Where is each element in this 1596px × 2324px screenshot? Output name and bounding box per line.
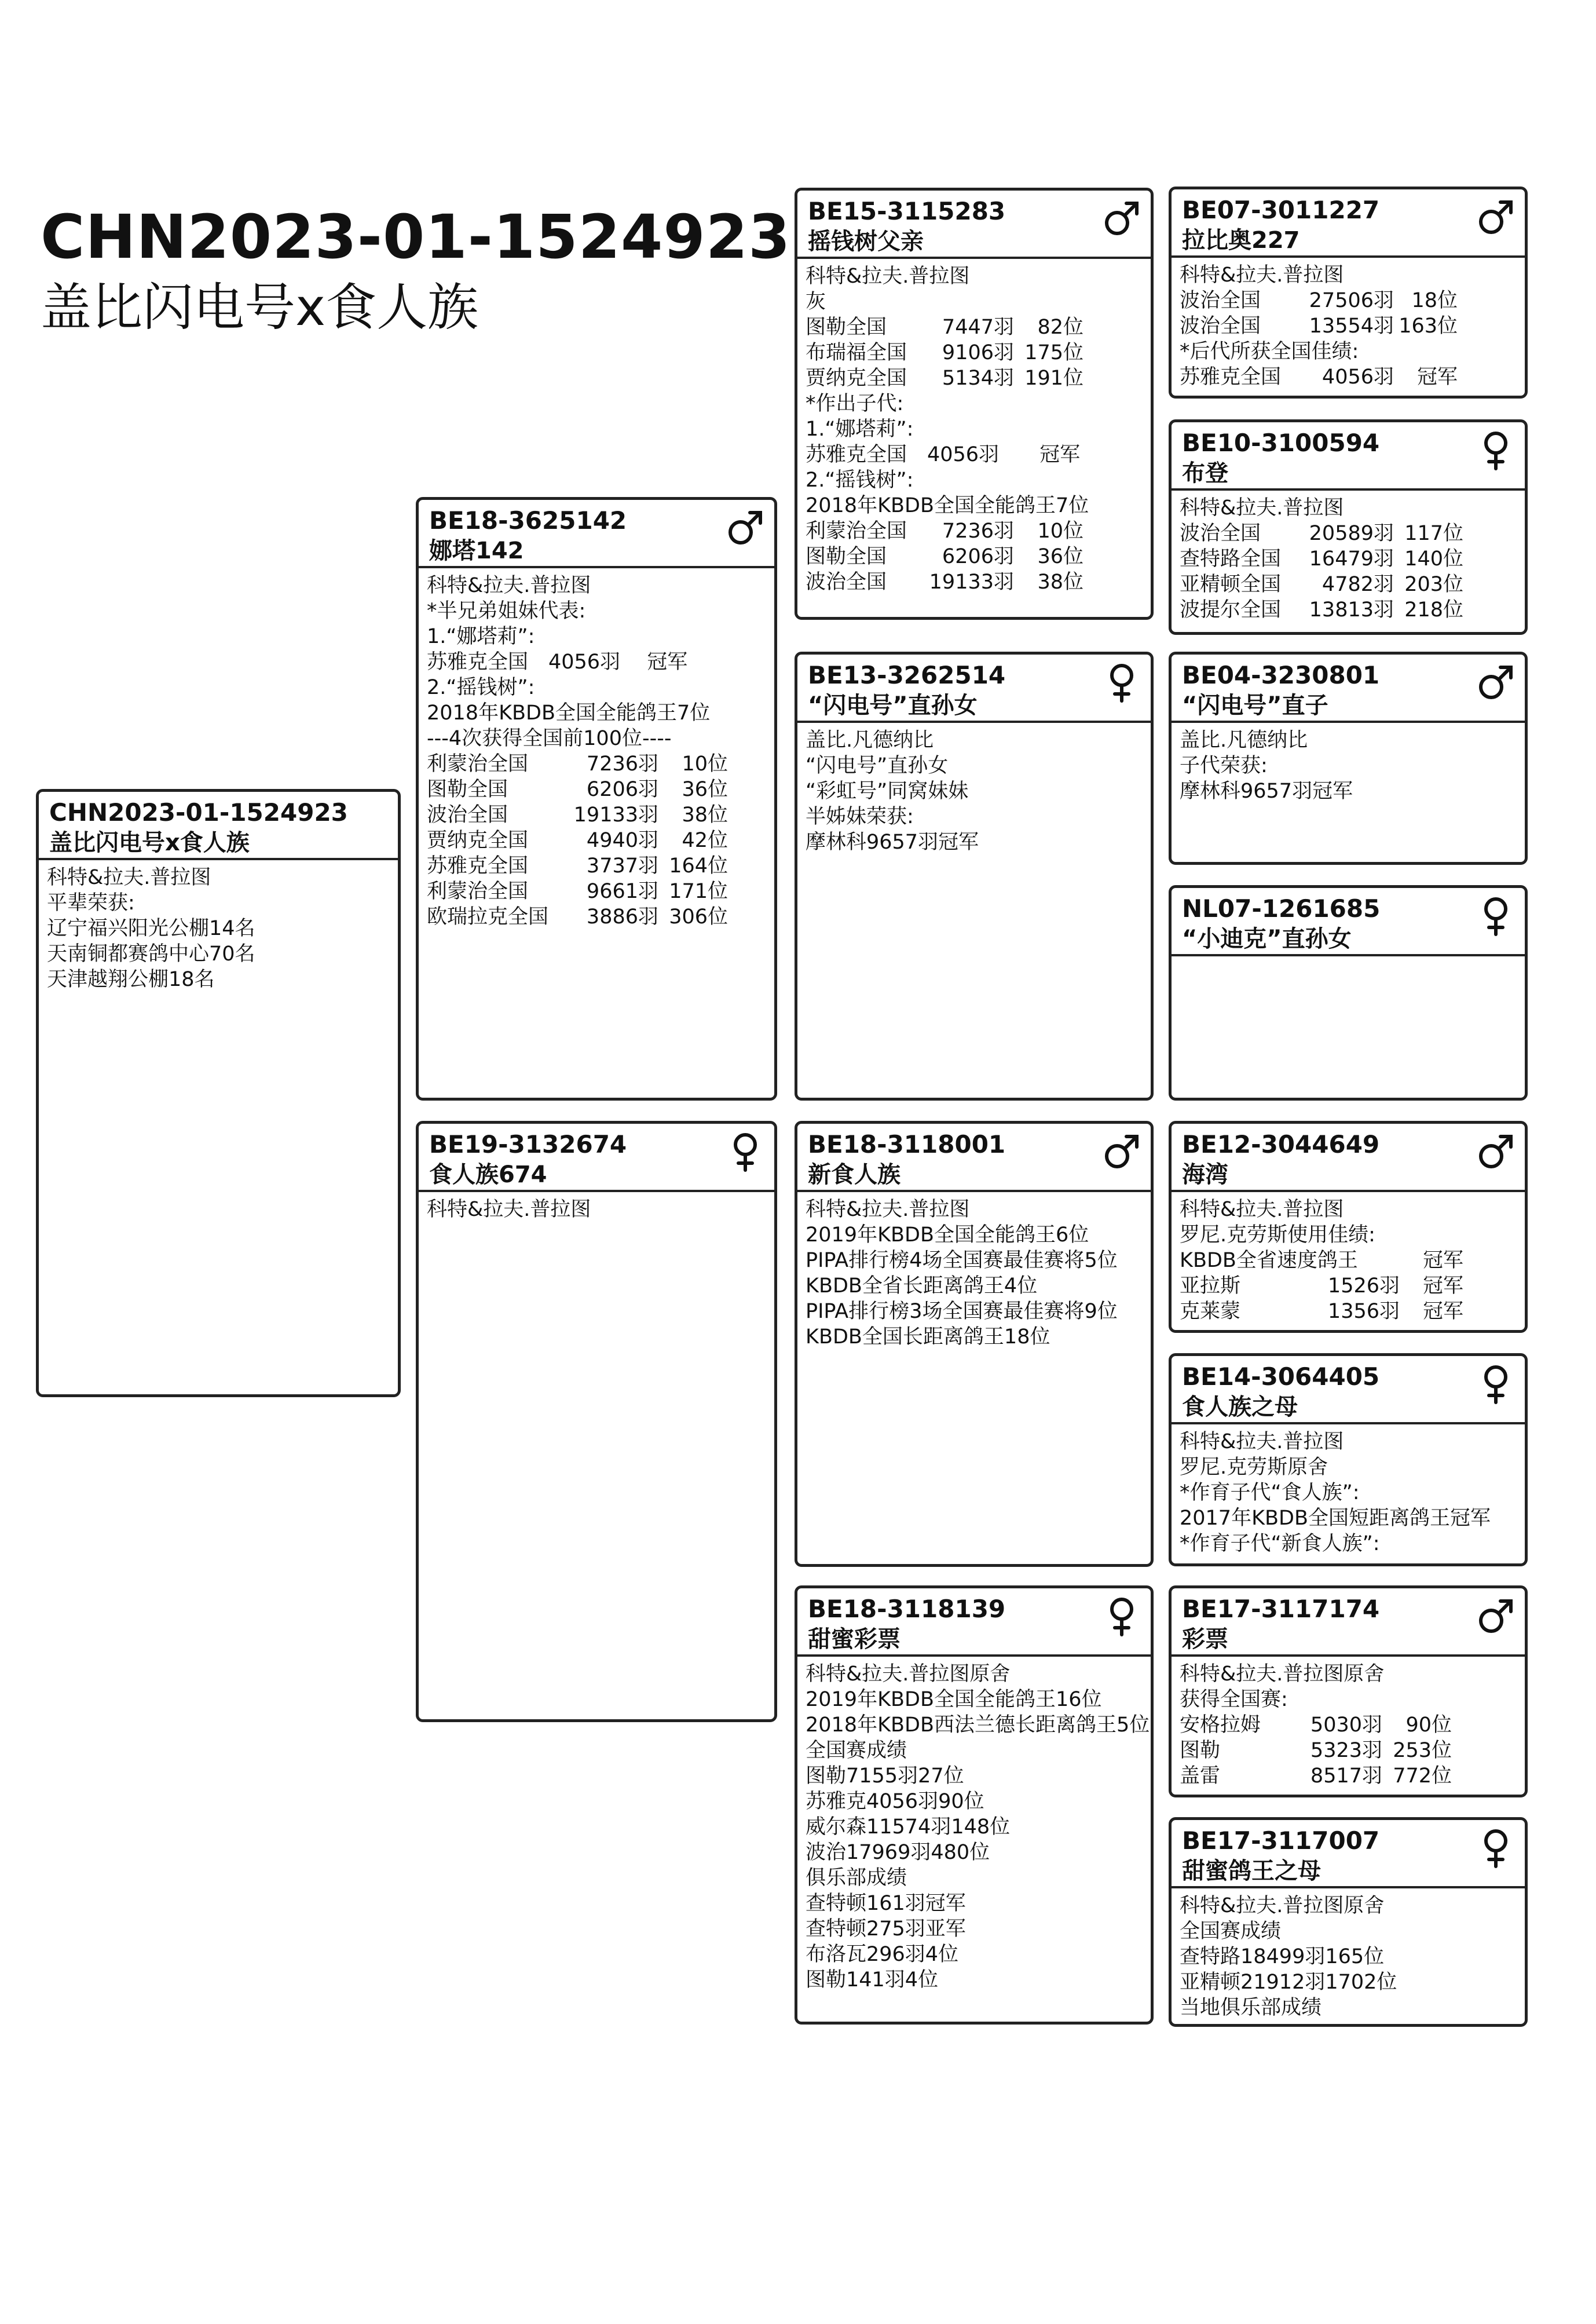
info-line: 天津越翔公棚18名 xyxy=(47,968,215,991)
card-sire-dam-sire xyxy=(1169,652,1528,865)
info-line: “闪电号”直孙女 xyxy=(806,754,949,777)
card-body xyxy=(797,259,1151,595)
card-body xyxy=(419,1192,774,1222)
result-row xyxy=(1180,597,1518,623)
ring-number: BE19-3132674 xyxy=(429,1130,627,1159)
bird-name: 食人族674 xyxy=(429,1161,547,1188)
card-dam-dam xyxy=(795,1585,1154,2025)
bird-name: 彩票 xyxy=(1182,1626,1228,1653)
bird-name: “闪电号”直孙女 xyxy=(808,692,978,719)
result-race: 盖雷 xyxy=(1180,1764,1221,1788)
card-body xyxy=(1172,1888,1525,2020)
ring-number: BE17-3117007 xyxy=(1182,1826,1380,1855)
female-icon xyxy=(1475,429,1517,471)
result-row xyxy=(1180,572,1518,597)
result-place: 203位 xyxy=(1404,573,1463,596)
card-sire xyxy=(416,497,777,1101)
male-icon xyxy=(1475,1595,1517,1637)
result-place: 36位 xyxy=(1037,545,1083,568)
result-row xyxy=(806,569,1144,595)
result-race: 波治全国 xyxy=(806,571,887,594)
card-body xyxy=(419,568,774,930)
card-body xyxy=(39,860,398,992)
pedigree-header xyxy=(41,204,790,337)
result-birds: 13813羽 xyxy=(1309,598,1394,622)
info-line: ---4次获得全国前100位---- xyxy=(427,727,672,750)
result-race: 波治全国 xyxy=(1180,289,1261,312)
info-line: 科特&拉夫.普拉图 xyxy=(1180,1430,1344,1453)
info-line: 当地俱乐部成绩 xyxy=(1180,1996,1322,2019)
result-race: 图勒 xyxy=(1180,1739,1221,1762)
pedigree-title: 盖比闪电号x食人族 xyxy=(41,277,479,338)
card-body xyxy=(797,1657,1151,1993)
info-line: 科特&拉夫.普拉图 xyxy=(1180,496,1344,520)
ring-number: NL07-1261685 xyxy=(1182,894,1381,923)
result-row xyxy=(1180,288,1518,313)
result-place: 冠军 xyxy=(1422,1300,1463,1323)
bird-name: 拉比奥227 xyxy=(1182,227,1300,254)
info-line: *作出子代: xyxy=(806,392,904,415)
card-dam-sire xyxy=(795,1121,1154,1567)
male-icon xyxy=(1101,198,1143,239)
info-line: *作育子代“食人族”: xyxy=(1180,1481,1360,1504)
result-place: 38位 xyxy=(682,803,728,827)
result-race: 波治全国 xyxy=(1180,522,1261,545)
ring-number: BE17-3117174 xyxy=(1182,1595,1380,1623)
result-row xyxy=(427,828,767,853)
info-line: 2018年KBDB西法兰德长距离鸽王5位 xyxy=(806,1713,1150,1737)
result-birds: 4782羽 xyxy=(1322,573,1394,596)
result-place: 140位 xyxy=(1404,547,1463,571)
card-body xyxy=(797,1192,1151,1350)
info-line: *作育子代“新食人族”: xyxy=(1180,1532,1380,1555)
info-line: 摩林科9657羽冠军 xyxy=(1180,780,1353,803)
ring-number: BE18-3625142 xyxy=(429,506,627,535)
male-icon xyxy=(724,507,766,549)
info-line: 灰 xyxy=(806,290,826,313)
info-line: 科特&拉夫.普拉图 xyxy=(47,866,211,889)
bird-name: “小迪克”直孙女 xyxy=(1182,926,1352,952)
info-line: 科特&拉夫.普拉图 xyxy=(806,1198,970,1221)
info-line: *后代所获全国佳绩: xyxy=(1180,340,1359,363)
result-place: 10位 xyxy=(682,752,728,776)
card-header xyxy=(797,655,1151,723)
info-line: 查特顿275羽亚军 xyxy=(806,1917,966,1941)
result-race: 利蒙治全国 xyxy=(427,880,529,903)
result-race: 图勒全国 xyxy=(806,316,887,339)
result-birds: 9106羽 xyxy=(942,341,1014,364)
result-place: 772位 xyxy=(1393,1764,1452,1788)
female-icon xyxy=(1101,1595,1143,1637)
result-place: 306位 xyxy=(669,905,728,929)
info-line: 科特&拉夫.普拉图原舍 xyxy=(806,1662,1011,1686)
ring-number: BE07-3011227 xyxy=(1182,196,1380,224)
result-birds: 5134羽 xyxy=(942,367,1014,390)
card-header xyxy=(419,500,774,568)
female-icon xyxy=(1475,895,1517,937)
result-race: 贾纳克全国 xyxy=(806,367,907,390)
result-row xyxy=(427,777,767,802)
info-line: 2.“摇钱树”: xyxy=(427,676,535,699)
info-line: 天南铜都赛鸽中心70名 xyxy=(47,942,255,966)
result-race: 查特路全国 xyxy=(1180,547,1282,571)
ring-number: BE18-3118001 xyxy=(808,1130,1006,1159)
result-row xyxy=(1180,1738,1518,1763)
info-line: 2018年KBDB全国全能鸽王7位 xyxy=(427,701,711,725)
info-line: 科特&拉夫.普拉图原舍 xyxy=(1180,1662,1385,1686)
info-line: 获得全国赛: xyxy=(1180,1688,1288,1711)
info-line: 俱乐部成绩 xyxy=(806,1866,907,1890)
info-line: 子代荣获: xyxy=(1180,754,1268,777)
result-race: 亚精顿全国 xyxy=(1180,573,1282,596)
info-line: 科特&拉夫.普拉图 xyxy=(806,265,970,288)
card-subject xyxy=(36,789,401,1397)
info-line: 摩林科9657羽冠军 xyxy=(806,831,979,854)
result-birds: 16479羽 xyxy=(1309,547,1394,571)
result-place: 90位 xyxy=(1405,1713,1452,1737)
result-birds: 20589羽 xyxy=(1309,522,1394,545)
result-birds: 4940羽 xyxy=(586,829,658,852)
bird-name: 甜蜜鸽王之母 xyxy=(1182,1858,1321,1884)
result-place: 218位 xyxy=(1404,598,1463,622)
result-race: 苏雅克全国 xyxy=(1180,366,1282,389)
result-place: 36位 xyxy=(682,778,728,801)
result-row xyxy=(1180,1273,1518,1299)
info-line: 盖比.凡德纳比 xyxy=(806,729,934,752)
female-icon xyxy=(724,1131,766,1172)
result-row xyxy=(1180,1763,1518,1789)
result-row xyxy=(1180,546,1518,572)
result-place: 10位 xyxy=(1037,520,1083,543)
info-line: 半姊妹荣获: xyxy=(806,805,914,828)
result-place: 253位 xyxy=(1393,1739,1452,1762)
result-birds: 8517羽 xyxy=(1310,1764,1382,1788)
info-line: 辽宁福兴阳光公棚14名 xyxy=(47,917,255,940)
ring-number: BE14-3064405 xyxy=(1182,1362,1380,1391)
info-line: 查特路18499羽165位 xyxy=(1180,1945,1385,1968)
result-place: 冠军 xyxy=(1416,366,1458,389)
card-header xyxy=(1172,1820,1525,1888)
result-place: 171位 xyxy=(669,880,728,903)
result-row xyxy=(427,751,767,777)
info-line: 罗尼.克劳斯原舍 xyxy=(1180,1456,1328,1479)
result-place: 82位 xyxy=(1037,316,1083,339)
info-line: 2019年KBDB全国全能鸽王16位 xyxy=(806,1688,1102,1711)
result-race: 贾纳克全国 xyxy=(427,829,529,852)
info-line: “彩虹号”同窝妹妹 xyxy=(806,780,969,803)
info-line: 科特&拉夫.普拉图 xyxy=(427,574,591,597)
card-body xyxy=(1172,1192,1525,1324)
bird-name: 新食人族 xyxy=(808,1161,901,1188)
bird-name: 甜蜜彩票 xyxy=(808,1626,901,1653)
card-sire-sire-sire xyxy=(1169,187,1528,399)
card-dam-dam-dam xyxy=(1169,1817,1528,2027)
ring-number: BE04-3230801 xyxy=(1182,661,1380,689)
result-birds: 4056羽 xyxy=(1322,366,1394,389)
info-line: *半兄弟姐妹代表: xyxy=(427,600,586,623)
card-sire-sire-dam xyxy=(1169,419,1528,635)
result-row xyxy=(806,366,1144,391)
result-race: 波治全国 xyxy=(1180,315,1261,338)
result-row xyxy=(806,544,1144,569)
result-birds: 3886羽 xyxy=(586,905,658,929)
result-place: 18位 xyxy=(1411,289,1458,312)
info-line: 全国赛成绩 xyxy=(806,1739,907,1762)
result-race: 利蒙治全国 xyxy=(806,520,907,543)
info-line: 图勒7155羽27位 xyxy=(806,1764,964,1788)
card-header xyxy=(797,1588,1151,1657)
result-row xyxy=(1180,1299,1518,1324)
result-birds: 1526羽 xyxy=(1327,1274,1400,1298)
info-line: KBDB全省长距离鸽王4位 xyxy=(806,1274,1038,1298)
card-header xyxy=(1172,1588,1525,1657)
card-body xyxy=(1172,1657,1525,1789)
bird-name: 布登 xyxy=(1182,460,1228,487)
bird-name: 食人族之母 xyxy=(1182,1394,1298,1420)
result-row xyxy=(1180,364,1518,390)
result-row xyxy=(806,340,1144,366)
card-dam-sire-dam xyxy=(1169,1353,1528,1566)
result-row xyxy=(427,853,767,879)
card-header xyxy=(1172,655,1525,723)
result-birds: 19133羽 xyxy=(573,803,658,827)
pedigree-ring-number: CHN2023-01-1524923 xyxy=(41,202,791,272)
info-line: 盖比.凡德纳比 xyxy=(1180,729,1308,752)
result-row xyxy=(1180,521,1518,546)
result-place: 38位 xyxy=(1037,571,1083,594)
info-line: 科特&拉夫.普拉图 xyxy=(1180,1198,1344,1221)
card-header xyxy=(39,792,398,860)
info-line: 平辈荣获: xyxy=(47,891,135,915)
result-birds: 1356羽 xyxy=(1327,1300,1400,1323)
male-icon xyxy=(1475,196,1517,238)
card-header xyxy=(1172,888,1525,956)
result-place: 175位 xyxy=(1024,341,1083,364)
card-header xyxy=(797,1124,1151,1192)
info-line: 2.“摇钱树”: xyxy=(806,469,914,492)
bird-name: 盖比闪电号x食人族 xyxy=(49,830,250,856)
result-birds: 5030羽 xyxy=(1310,1713,1382,1737)
bird-name: 海湾 xyxy=(1182,1161,1228,1188)
info-line: 查特顿161羽冠军 xyxy=(806,1892,966,1915)
info-line: 全国赛成绩 xyxy=(1180,1920,1282,1943)
info-line: 亚精顿21912羽1702位 xyxy=(1180,1971,1397,1994)
ring-number: BE12-3044649 xyxy=(1182,1130,1380,1159)
result-row xyxy=(427,904,767,930)
bird-name: 摇钱树父亲 xyxy=(808,228,924,255)
result-birds: 9661羽 xyxy=(586,880,658,903)
result-place: 冠军 xyxy=(1422,1274,1463,1298)
result-race: 亚拉斯 xyxy=(1180,1274,1241,1298)
ring-number: BE13-3262514 xyxy=(808,661,1006,689)
female-icon xyxy=(1101,662,1143,703)
card-body xyxy=(1172,723,1525,804)
card-header xyxy=(1172,1124,1525,1192)
card-body xyxy=(1172,956,1525,961)
card-header xyxy=(797,191,1151,259)
result-race: KBDB全省速度鸽王 xyxy=(1180,1249,1358,1272)
info-line: KBDB全国长距离鸽王18位 xyxy=(806,1325,1050,1349)
info-line: 图勒141羽4位 xyxy=(806,1968,939,1992)
card-body xyxy=(1172,491,1525,623)
ring-number: BE18-3118139 xyxy=(808,1595,1006,1623)
card-dam-dam-sire xyxy=(1169,1585,1528,1797)
card-dam xyxy=(416,1121,777,1722)
result-row xyxy=(427,802,767,828)
ring-number: CHN2023-01-1524923 xyxy=(49,798,348,827)
info-line: 苏雅克4056羽90位 xyxy=(806,1790,984,1813)
result-race: 苏雅克全国 xyxy=(427,854,529,878)
info-line: 科特&拉夫.普拉图 xyxy=(427,1198,591,1221)
info-line: 2019年KBDB全国全能鸽王6位 xyxy=(806,1223,1089,1247)
result-birds: 5323羽 xyxy=(1310,1739,1382,1762)
info-line: 科特&拉夫.普拉图 xyxy=(1180,264,1344,287)
info-line: 苏雅克全国 4056羽 冠军 xyxy=(806,443,1081,466)
card-sire-dam-dam xyxy=(1169,885,1528,1101)
card-dam-sire-sire xyxy=(1169,1121,1528,1333)
info-line: 科特&拉夫.普拉图原舍 xyxy=(1180,1894,1385,1917)
info-line: 布洛瓦296羽4位 xyxy=(806,1943,959,1966)
card-body xyxy=(797,723,1151,855)
ring-number: BE15-3115283 xyxy=(808,197,1006,225)
card-header xyxy=(419,1124,774,1192)
result-place: 42位 xyxy=(682,829,728,852)
result-birds: 13554羽 xyxy=(1309,315,1394,338)
result-place: 164位 xyxy=(669,854,728,878)
male-icon xyxy=(1475,1131,1517,1172)
info-line: PIPA排行榜4场全国赛最佳赛将5位 xyxy=(806,1249,1118,1272)
result-row xyxy=(806,315,1144,340)
card-body xyxy=(1172,1424,1525,1556)
result-birds: 19133羽 xyxy=(929,571,1014,594)
card-sire-dam xyxy=(795,652,1154,1101)
female-icon xyxy=(1475,1363,1517,1405)
result-race: 欧瑞拉克全国 xyxy=(427,905,549,929)
male-icon xyxy=(1101,1131,1143,1172)
result-birds: 6206羽 xyxy=(586,778,658,801)
info-line: 2018年KBDB全国全能鸽王7位 xyxy=(806,494,1089,517)
info-line: 波治17969羽480位 xyxy=(806,1841,990,1864)
result-race: 克莱蒙 xyxy=(1180,1300,1241,1323)
result-race: 利蒙治全国 xyxy=(427,752,529,776)
result-birds: 7447羽 xyxy=(942,316,1014,339)
bird-name: “闪电号”直子 xyxy=(1182,692,1328,719)
male-icon xyxy=(1475,662,1517,703)
result-place: 117位 xyxy=(1404,522,1463,545)
result-race: 波提尔全国 xyxy=(1180,598,1282,622)
result-race: 布瑞福全国 xyxy=(806,341,907,364)
result-birds: 7236羽 xyxy=(586,752,658,776)
female-icon xyxy=(1475,1827,1517,1869)
info-line: 2017年KBDB全国短距离鸽王冠军 xyxy=(1180,1507,1491,1530)
result-birds xyxy=(1324,1248,1400,1273)
card-sire-sire xyxy=(795,188,1154,620)
result-row xyxy=(806,518,1144,544)
result-race: 图勒全国 xyxy=(427,778,508,801)
result-birds: 27506羽 xyxy=(1309,289,1394,312)
info-line: 1.“娜塔莉”: xyxy=(806,418,914,441)
result-row xyxy=(427,879,767,904)
bird-name: 娜塔142 xyxy=(429,538,524,564)
result-row xyxy=(1180,313,1518,339)
info-line: 威尔森11574羽148位 xyxy=(806,1815,1011,1839)
result-race: 安格拉姆 xyxy=(1180,1713,1261,1737)
card-header xyxy=(1172,1356,1525,1424)
result-birds: 6206羽 xyxy=(942,545,1014,568)
info-line: 苏雅克全国 4056羽 冠军 xyxy=(427,651,688,674)
result-row xyxy=(1180,1248,1518,1273)
result-place: 冠军 xyxy=(1422,1249,1463,1272)
result-race: 波治全国 xyxy=(427,803,508,827)
card-header xyxy=(1172,189,1525,258)
result-birds: 7236羽 xyxy=(942,520,1014,543)
result-birds: 3737羽 xyxy=(586,854,658,878)
info-line: PIPA排行榜3场全国赛最佳赛将9位 xyxy=(806,1300,1118,1323)
result-place: 191位 xyxy=(1024,367,1083,390)
result-place: 163位 xyxy=(1399,315,1458,338)
card-header xyxy=(1172,422,1525,491)
result-row xyxy=(1180,1712,1518,1738)
card-body xyxy=(1172,258,1525,390)
ring-number: BE10-3100594 xyxy=(1182,429,1380,457)
result-race: 图勒全国 xyxy=(806,545,887,568)
info-line: 1.“娜塔莉”: xyxy=(427,625,535,648)
info-line: 罗尼.克劳斯使用佳绩: xyxy=(1180,1223,1375,1247)
